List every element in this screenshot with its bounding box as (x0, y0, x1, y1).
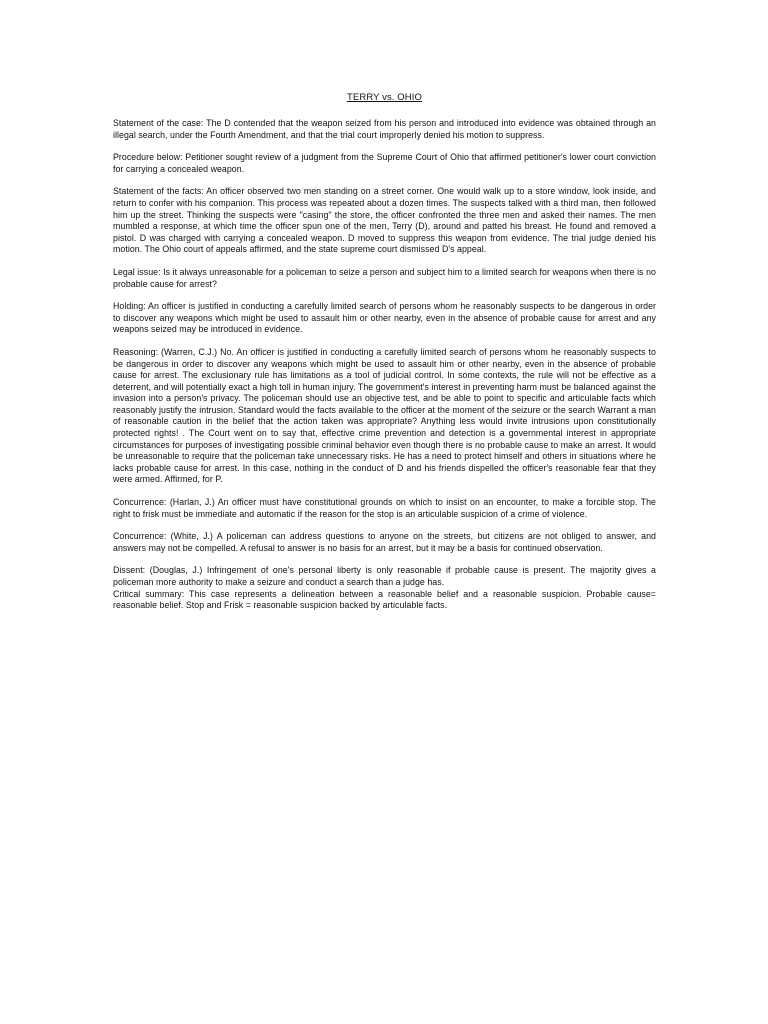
concurrence-harlan-paragraph: Concurrence: (Harlan, J.) An officer must have constitutional grounds on which to insist on an encounter, to make a forcible stop. The right to frisk must be immediate and automatic if the reason for the stop is an articulable suspicion of a crime of violence. (113, 497, 656, 519)
legal-issue-paragraph: Legal issue: Is it always unreasonable for a policeman to seize a person and subject him to a limited search for weapons when there is no probable cause for arrest? (113, 266, 656, 289)
holding-paragraph: Holding: An officer is justified in conducting a carefully limited search of persons whom he reasonably suspects to be dangerous in order to discover any weapons which might be used to assault him or other nearby, even in the absence of probable cause for arrest and any weapons seized may be introduced in evidence. (113, 301, 656, 335)
reasoning-paragraph: Reasoning: (Warren, C.J.) No. An officer is justified in conducting a carefully limited search of persons whom he reasonably suspects to be dangerous in order to discover any weapons which might be used to assault him or other nearby, even in the absence of probable cause for arrest. The exclusionary rule has limitations as a tool of judicial control. In some contexts, the rule will not be effective as a deterrent, and will potentially exact a high toll in human injury. The government's interest in preventing harm must be balanced against the invasion into a person's privacy. The policeman should use an objective test, and be able to point to specific and articulable facts which reasonably justify the intrusion. Standard would the facts available to the officer at the moment of the seizure or the search Warrant a man of reasonable caution in the belief that the action taken was appropriate? Anything less would invite intrusions upon constitutionally protected rights! . The Court went on to say that, effective crime prevention and detection is a governmental interest in appropriate circumstances for purposes of investigating possible criminal behavior even though there is no probable cause to make an arrest. It would be unreasonable to require that the policeman take unnecessary risks. He has a need to protect himself and others in situations where he lacks probable cause for arrest. In this case, nothing in the conduct of D and his friends dispelled the officer's reasonable fear that they were armed. Affirmed, for P. (113, 346, 656, 485)
statement-of-facts-paragraph: Statement of the facts: An officer observed two men standing on a street corner. One would walk up to a store window, look inside, and return to confer with his companion. This process was repeated about a dozen times. The suspects talked with a third man, then followed him up the street. Thinking the suspects were "casing" the store, the officer confronted the three men and asked their names. The men mumbled a response, at which time the officer spun one of the men, Terry (D), around and patted his breast. He found and removed a pistol. D was charged with carrying a concealed weapon. D moved to suppress this weapon from evidence. The trial judge denied his motion. The Ohio court of appeals affirmed, and the state supreme court dismissed D's appeal. (113, 186, 656, 255)
concurrence-white-paragraph: Concurrence: (White, J.) A policeman can address questions to anyone on the streets, but citizens are not obliged to answer, and answers may not be compelled. A refusal to answer is no basis for an arrest, but it may be a basis for continued observation. (113, 531, 656, 553)
statement-of-case-paragraph: Statement of the case: The D contended that the weapon seized from his person and introduced into evidence was obtained through an illegal search, under the Fourth Amendment, and that the trial court improperly denied his motion to suppress. (113, 118, 656, 140)
document-title: TERRY vs. OHIO (347, 92, 422, 103)
procedure-below-paragraph: Procedure below: Petitioner sought review of a judgment from the Supreme Court of Ohio that affirmed petitioner's lower court conviction for carrying a concealed weapon. (113, 152, 656, 174)
critical-summary-paragraph: Critical summary: This case represents a delineation between a reasonable belief and a reasonable suspicion. Probable cause= reasonable belief. Stop and Frisk = reasonable suspicion backed by articulable facts. (113, 588, 656, 611)
dissent-paragraph: Dissent: (Douglas, J.) Infringement of one's personal liberty is only reasonable if probable cause is present. The majority gives a policeman more authority to make a seizure and conduct a search than a judge has. (113, 565, 656, 587)
